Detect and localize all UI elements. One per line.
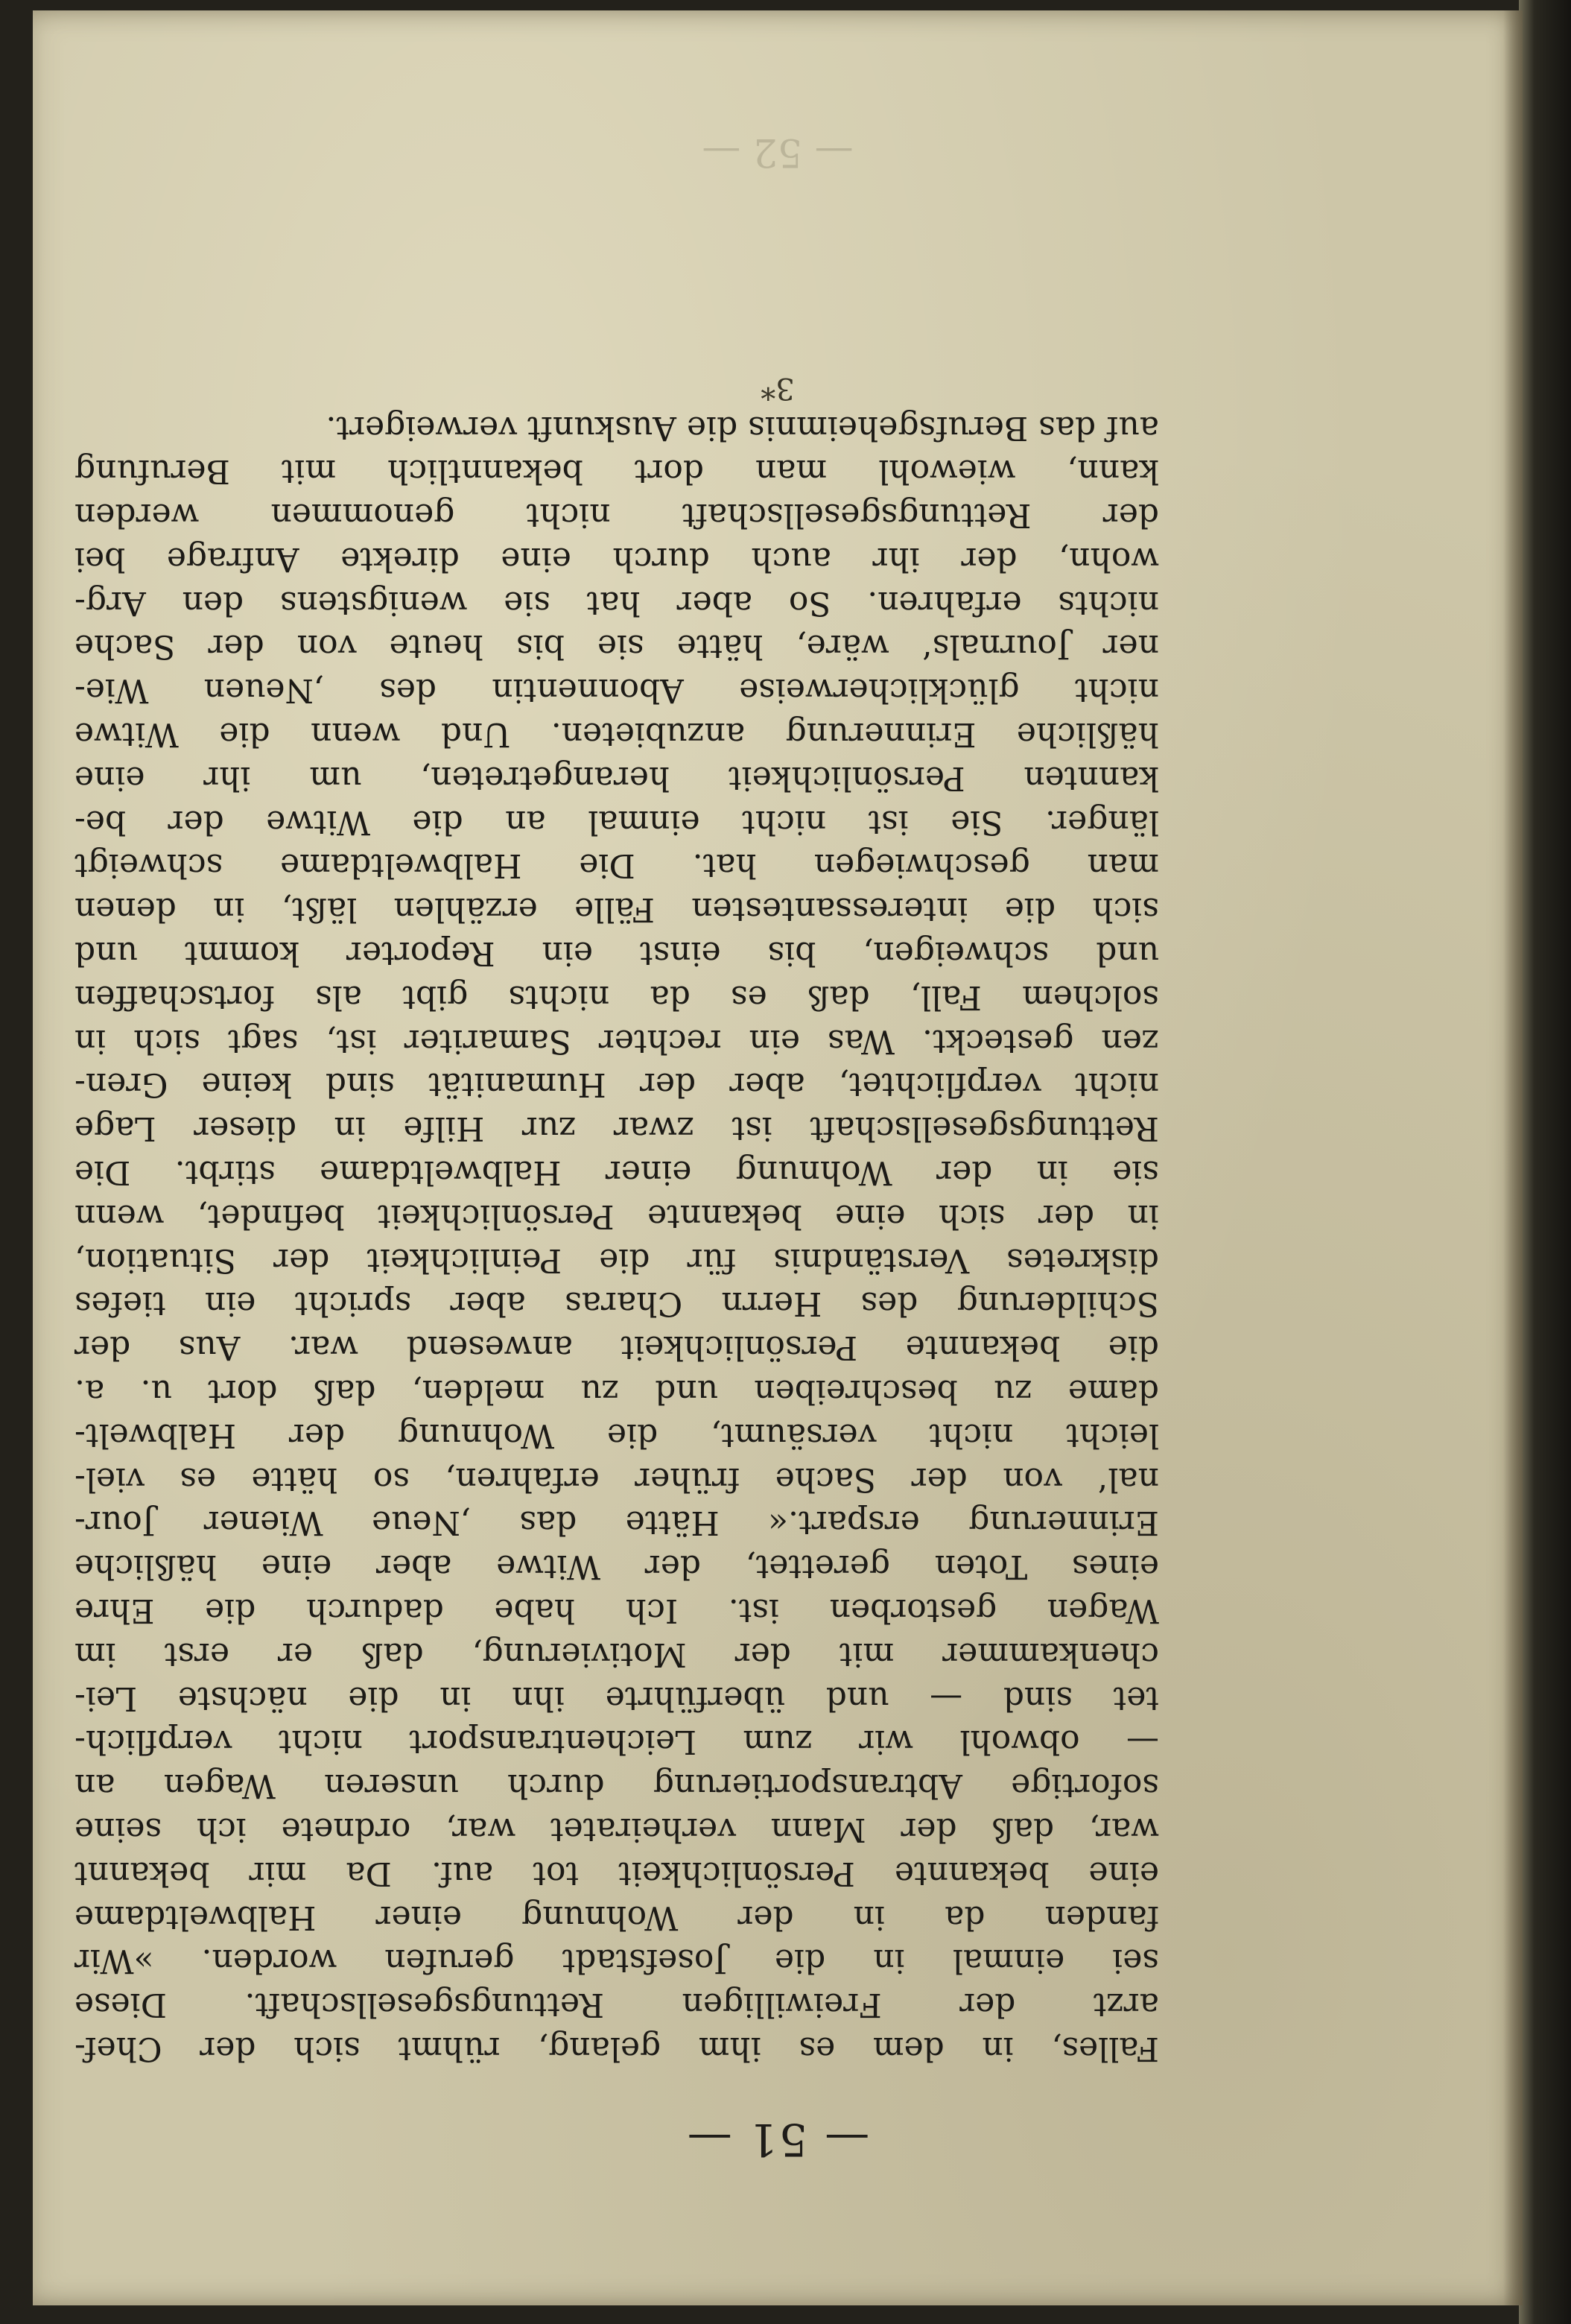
text-line: arzt der Freiwilligen Rettungsgesellschaft. Diese	[74, 1986, 1159, 2024]
text-line: sei einmal in die Josefstadt gerufen worden. »Wir	[74, 1942, 1159, 1981]
text-line: war, daß der Mann verheiratet war, ordnete ich seine	[74, 1811, 1159, 1849]
text-line: die bekannte Persönlichkeit anwesend war. Aus der	[74, 1329, 1159, 1367]
text-line: sie in der Wohnung einer Halbweltdame stirbt. Die	[74, 1153, 1159, 1192]
text-line: fanden da in der Wohnung einer Halbweltdame	[74, 1898, 1159, 1937]
text-line: dame zu beschreiben und zu melden, daß dort u. a.	[74, 1372, 1159, 1411]
text-line: nal‘ von der Sache früher erfahren, so hätte es viel-	[74, 1460, 1159, 1498]
text-line: Wagen gestorben ist. Ich habe dadurch die Ehre	[74, 1592, 1159, 1630]
text-line: in der sich eine bekannte Persönlichkeit befindet, wenn	[74, 1197, 1159, 1235]
text-line: auf das Berufsgeheimnis die Auskunft verweigert.	[326, 408, 1159, 447]
text-line: und schweigen, bis einst ein Reporter kommt und	[74, 934, 1159, 973]
text-line: Rettungsgesellschaft ist zwar zur Hilfe in dieser Lage	[74, 1109, 1159, 1148]
text-line: leicht nicht versäumt, die Wohnung der Halbwelt-	[74, 1416, 1159, 1454]
page-number: — 51 —	[685, 2113, 870, 2165]
text-line: länger. Sie ist nicht einmal an die Witwe der be-	[74, 802, 1159, 841]
page-content-rotated	[33, 10, 1523, 2305]
text-line: der Rettungsgesellschaft nicht genommen werden	[74, 496, 1159, 535]
text-line: chenkammer mit der Motivierung, daß er erst im	[74, 1635, 1159, 1674]
text-line: tet sind — und überführte ihn in die nächste Lei-	[74, 1679, 1159, 1717]
text-line: diskretes Verständnis für die Peinlichkeit der Situation,	[74, 1241, 1159, 1279]
text-line: sich die interessantesten Fälle erzählen läßt, in denen	[74, 890, 1159, 929]
text-line: solchem Fall, daß es da nichts gibt als fortschaffen	[74, 978, 1159, 1016]
text-line: wohn, der ihr auch durch eine direkte Anfrage bei	[74, 539, 1159, 578]
text-line: ner Journals‘ wäre, hätte sie bis heute von der Sache	[74, 627, 1159, 666]
text-line: — obwohl wir zum Leichentransport nicht verpflich-	[74, 1723, 1159, 1761]
text-line: nicht glücklicherweise Abonnentin des ‚Neuen Wie-	[74, 671, 1159, 710]
body-text	[74, 405, 1159, 2070]
text-line: Erinnerung erspart.« Hätte das ‚Neue Wiener Jour-	[74, 1504, 1159, 1542]
book-spine-edge	[1519, 0, 1571, 2324]
text-line: eine bekannte Persönlichkeit tot auf. Da mir bekannt	[74, 1854, 1159, 1893]
text-line: nichts erfahren. So aber hat sie wenigstens den Arg-	[74, 583, 1159, 622]
text-line: häßliche Erinnerung anzubieten. Und wenn die Witwe	[74, 715, 1159, 754]
book-page	[33, 10, 1523, 2305]
text-line: Falles, in dem es ihm gelang, rühmt sich der Chef-	[74, 2030, 1159, 2068]
text-line: Schilderung des Herrn Charas aber spricht ein tiefes	[74, 1285, 1159, 1323]
text-line: eines Toten gerettet, der Witwe aber eine häßliche	[74, 1548, 1159, 1586]
text-line: sofortige Abtransportierung durch unseren Wagen an	[74, 1767, 1159, 1805]
text-line: nicht verpflichtet, aber der Humanität sind keine Gren-	[74, 1066, 1159, 1104]
text-line: kannten Persönlichkeit herangetreten, um ihr eine	[74, 759, 1159, 797]
text-line: man geschwiegen hat. Die Halbweltdame schweigt	[74, 846, 1159, 885]
text-line: kann, wiewohl man dort bekanntlich mit Berufung	[74, 452, 1159, 491]
signature-mark: 3*	[761, 371, 795, 405]
text-line: zen gesteckt. Was ein rechter Samariter ist, sagt sich in	[74, 1022, 1159, 1060]
show-through-page-number: — 52 —	[702, 130, 854, 174]
